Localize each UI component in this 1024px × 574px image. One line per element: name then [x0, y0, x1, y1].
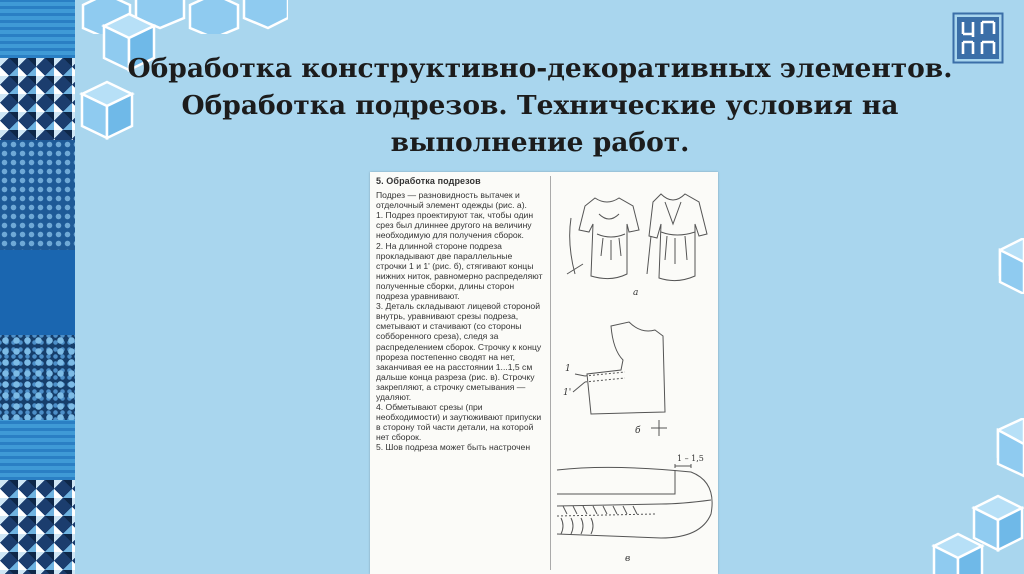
cube-icon: [998, 238, 1024, 294]
strip-band-triangles-lower: [0, 480, 75, 574]
title-line-2: Обработка подрезов. Технические условия на: [181, 90, 899, 121]
decorative-strip: [0, 0, 75, 574]
cube-icon: [996, 418, 1024, 478]
line-label-1-prime: 1': [563, 388, 572, 398]
title-line-3: выполнение работ.: [390, 127, 690, 158]
strip-band-lines-lower: [0, 420, 75, 480]
document-heading: 5. Обработка подрезов: [376, 176, 481, 186]
document-paragraph: 2. На длинной стороне подреза прокладывают две параллельные строчки 1 и 1' (рис. б), стягивают концы нижних ниток, равномерно распределяют полученные сборки, длины сторон подреза уравнивают.: [376, 240, 543, 302]
seam-figure-icon: [551, 464, 718, 560]
scanned-textbook-page: [370, 172, 718, 574]
strip-band-dots: [0, 140, 75, 250]
pattern-figure-icon: [551, 320, 718, 440]
figure-label-a: а: [633, 288, 639, 298]
document-text-column: [376, 176, 544, 453]
strip-band-triangles: [0, 58, 75, 140]
document-paragraph: Подрез — разновидность вытачек и отделочный элемент одежды (рис. а).: [376, 190, 527, 211]
dimension-label: 1 – 1,5: [677, 454, 704, 463]
document-paragraph: 4. Обметывают срезы (при необходимости) и заутюживают припуски в сторону той части детали, на которой нет сборок.: [376, 402, 542, 443]
document-paragraph: 5. Шов подреза может быть настрочен: [376, 442, 531, 453]
slide-title: [120, 50, 960, 161]
title-line-1: Обработка конструктивно-декоративных элементов.: [127, 53, 953, 84]
strip-band-dots-large: [0, 335, 75, 420]
document-paragraph: 1. Подрез проектируют так, чтобы один срез был длиннее другого на величину необходимую для получения сборок.: [376, 210, 534, 241]
document-paragraphs: [376, 190, 544, 452]
cube-icon: [930, 488, 1024, 574]
document-paragraph: 3. Деталь складывают лицевой стороной внутрь, уравнивают срезы подреза, сметывают и стачивают (со стороны собборенного среза), следя за распределением сборок. Строчку к концу прореза постепенно сводят на нет, заканчивая ее на расстоянии 1...1,5 см дальше конца разреза (рис. в). Строчку закрепляют, а строчку сметывания — удаляют.: [376, 301, 542, 402]
figure-label-v: в: [625, 554, 631, 564]
garment-figure-icon: [555, 184, 715, 288]
line-label-1: 1: [565, 364, 571, 374]
document-figures: [551, 172, 718, 574]
strip-band-solid: [0, 250, 75, 335]
figure-label-b: б: [635, 426, 641, 436]
strip-band-lines: [0, 0, 75, 58]
